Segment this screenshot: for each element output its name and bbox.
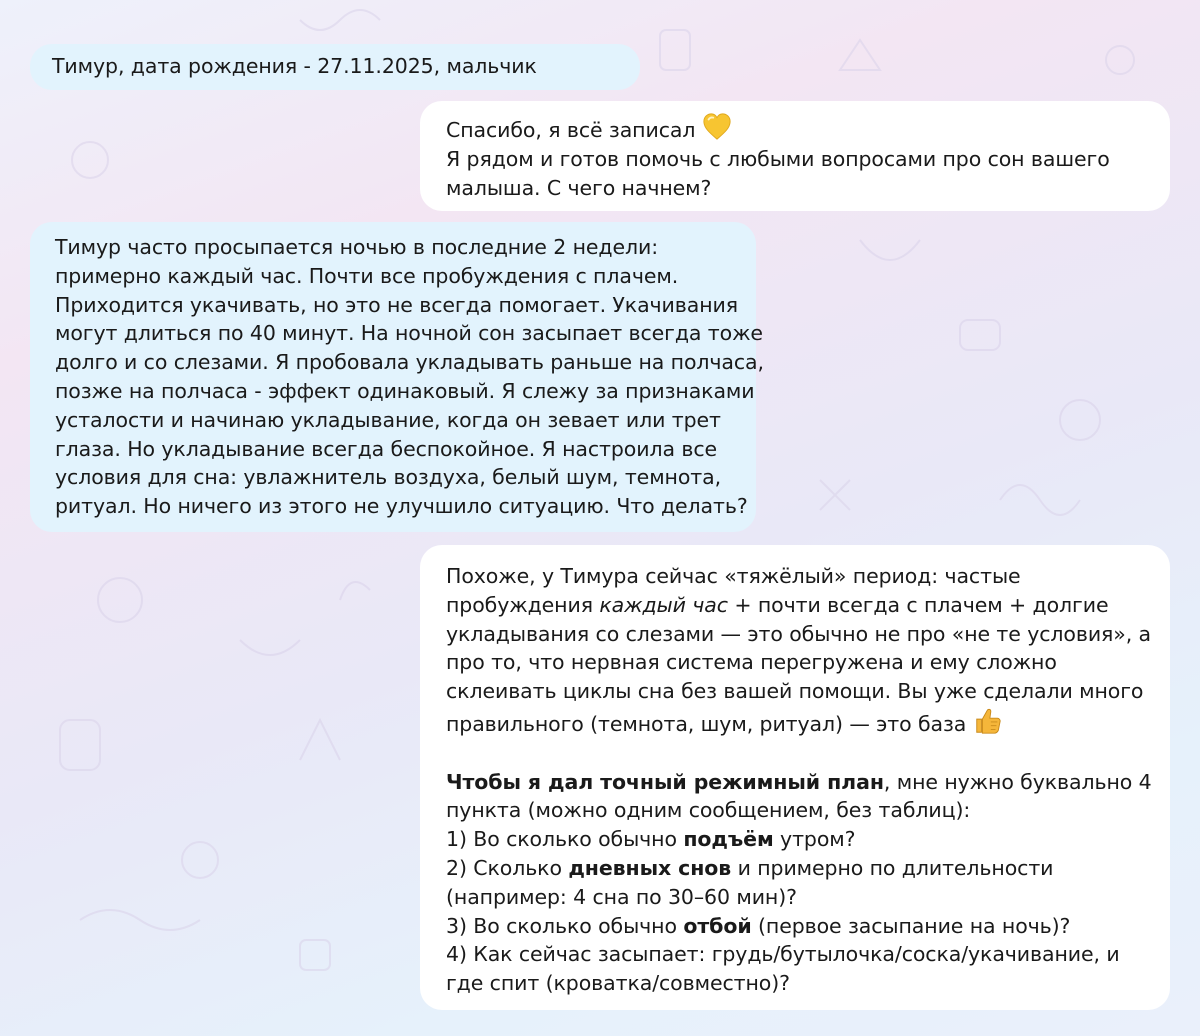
message-text: (первое засыпание на ночь)?	[751, 913, 1071, 938]
message-text-line: Я рядом и готов помочь с любыми вопросами про сон вашего	[446, 146, 1110, 171]
message-text: и примерно по длительности	[731, 855, 1054, 880]
message-text: , мне нужно буквально 4	[883, 769, 1152, 794]
message-text-line: условия для сна: увлажнитель воздуха, белый шум, темнота,	[55, 465, 722, 490]
message-text-line: глаза. Но укладывание всегда беспокойное. Я настроила все	[55, 436, 718, 461]
message-text-line: долго и со слезами. Я пробовала укладывать раньше на полчаса,	[55, 350, 764, 375]
message-text: + почти всегда с плачем + долгие	[727, 592, 1109, 617]
message-text-line: могут длиться по 40 минут. На ночной сон засыпает всегда тоже	[55, 321, 763, 346]
message-text-line	[446, 768, 1152, 797]
message-text-line: где спит (кроватка/совместно)?	[446, 971, 790, 996]
list-item: 4) Как сейчас засыпает: грудь/бутылочка/соска/укачивание, и	[446, 942, 1120, 967]
message-text: утром?	[773, 827, 856, 852]
bot-message-1	[420, 101, 1170, 211]
message-text-line: укладывания со слезами — это обычно не про «не те условия», а	[446, 621, 1152, 646]
message-text-line: усталости и начинаю укладывание, когда он зевает или трет	[55, 407, 721, 432]
list-item	[446, 854, 1144, 883]
message-text-line: про то, что нервная система перегружена и ему сложно	[446, 650, 1057, 675]
message-text-line	[446, 591, 1144, 620]
message-text: 2) Сколько	[446, 855, 569, 880]
message-text: правильного (темнота, шум, ритуал) — это база	[446, 711, 967, 736]
message-text-line: примерно каждый час. Почти все пробуждения с плачем.	[55, 263, 679, 288]
message-text: пробуждения	[446, 592, 600, 617]
bold-text: Чтобы я дал точный режимный план	[446, 769, 884, 794]
user-message-1	[30, 44, 640, 90]
message-text-line: (например: 4 сна по 30–60 мин)?	[446, 884, 797, 909]
message-text-line: позже на полчаса - эффект одинаковый. Я слежу за признаками	[55, 378, 755, 403]
bold-text: отбой	[683, 913, 752, 938]
message-text-line: склеивать циклы сна без вашей помощи. Вы уже сделали много	[446, 679, 1144, 704]
yellow-heart-icon	[702, 112, 732, 142]
message-text: 3) Во сколько обычно	[446, 913, 684, 938]
bold-text: подъём	[683, 827, 774, 852]
bold-text: дневных снов	[568, 855, 732, 880]
user-message-2	[30, 222, 764, 532]
message-text-line: Похоже, у Тимура сейчас «тяжёлый» период: частые	[446, 564, 1021, 588]
thumbs-up-icon	[973, 706, 1003, 736]
message-text-line: Тимур, дата рождения - 27.11.2025, мальчик	[52, 54, 537, 78]
paragraph-gap	[446, 739, 1144, 768]
list-item	[446, 825, 1144, 854]
message-text-line: пункта (можно одним сообщением, без таблиц):	[446, 798, 971, 823]
message-text-line	[446, 706, 1144, 739]
message-text-line	[446, 112, 1144, 145]
message-text-line: Приходится укачивать, но это не всегда помогает. Укачивания	[55, 292, 738, 317]
message-text-line: ритуал. Но ничего из этого не улучшило ситуацию. Что делать?	[55, 494, 748, 519]
bot-message-2	[420, 545, 1170, 1010]
list-item	[446, 912, 1144, 941]
message-text-line: Тимур часто просыпается ночью в последние 2 недели:	[55, 235, 659, 259]
emphasis-text: каждый час	[599, 592, 728, 617]
message-text: 1) Во сколько обычно	[446, 827, 684, 852]
message-text: Спасибо, я всё записал	[446, 118, 696, 142]
message-text-line: малыша. С чего начнем?	[446, 175, 712, 200]
